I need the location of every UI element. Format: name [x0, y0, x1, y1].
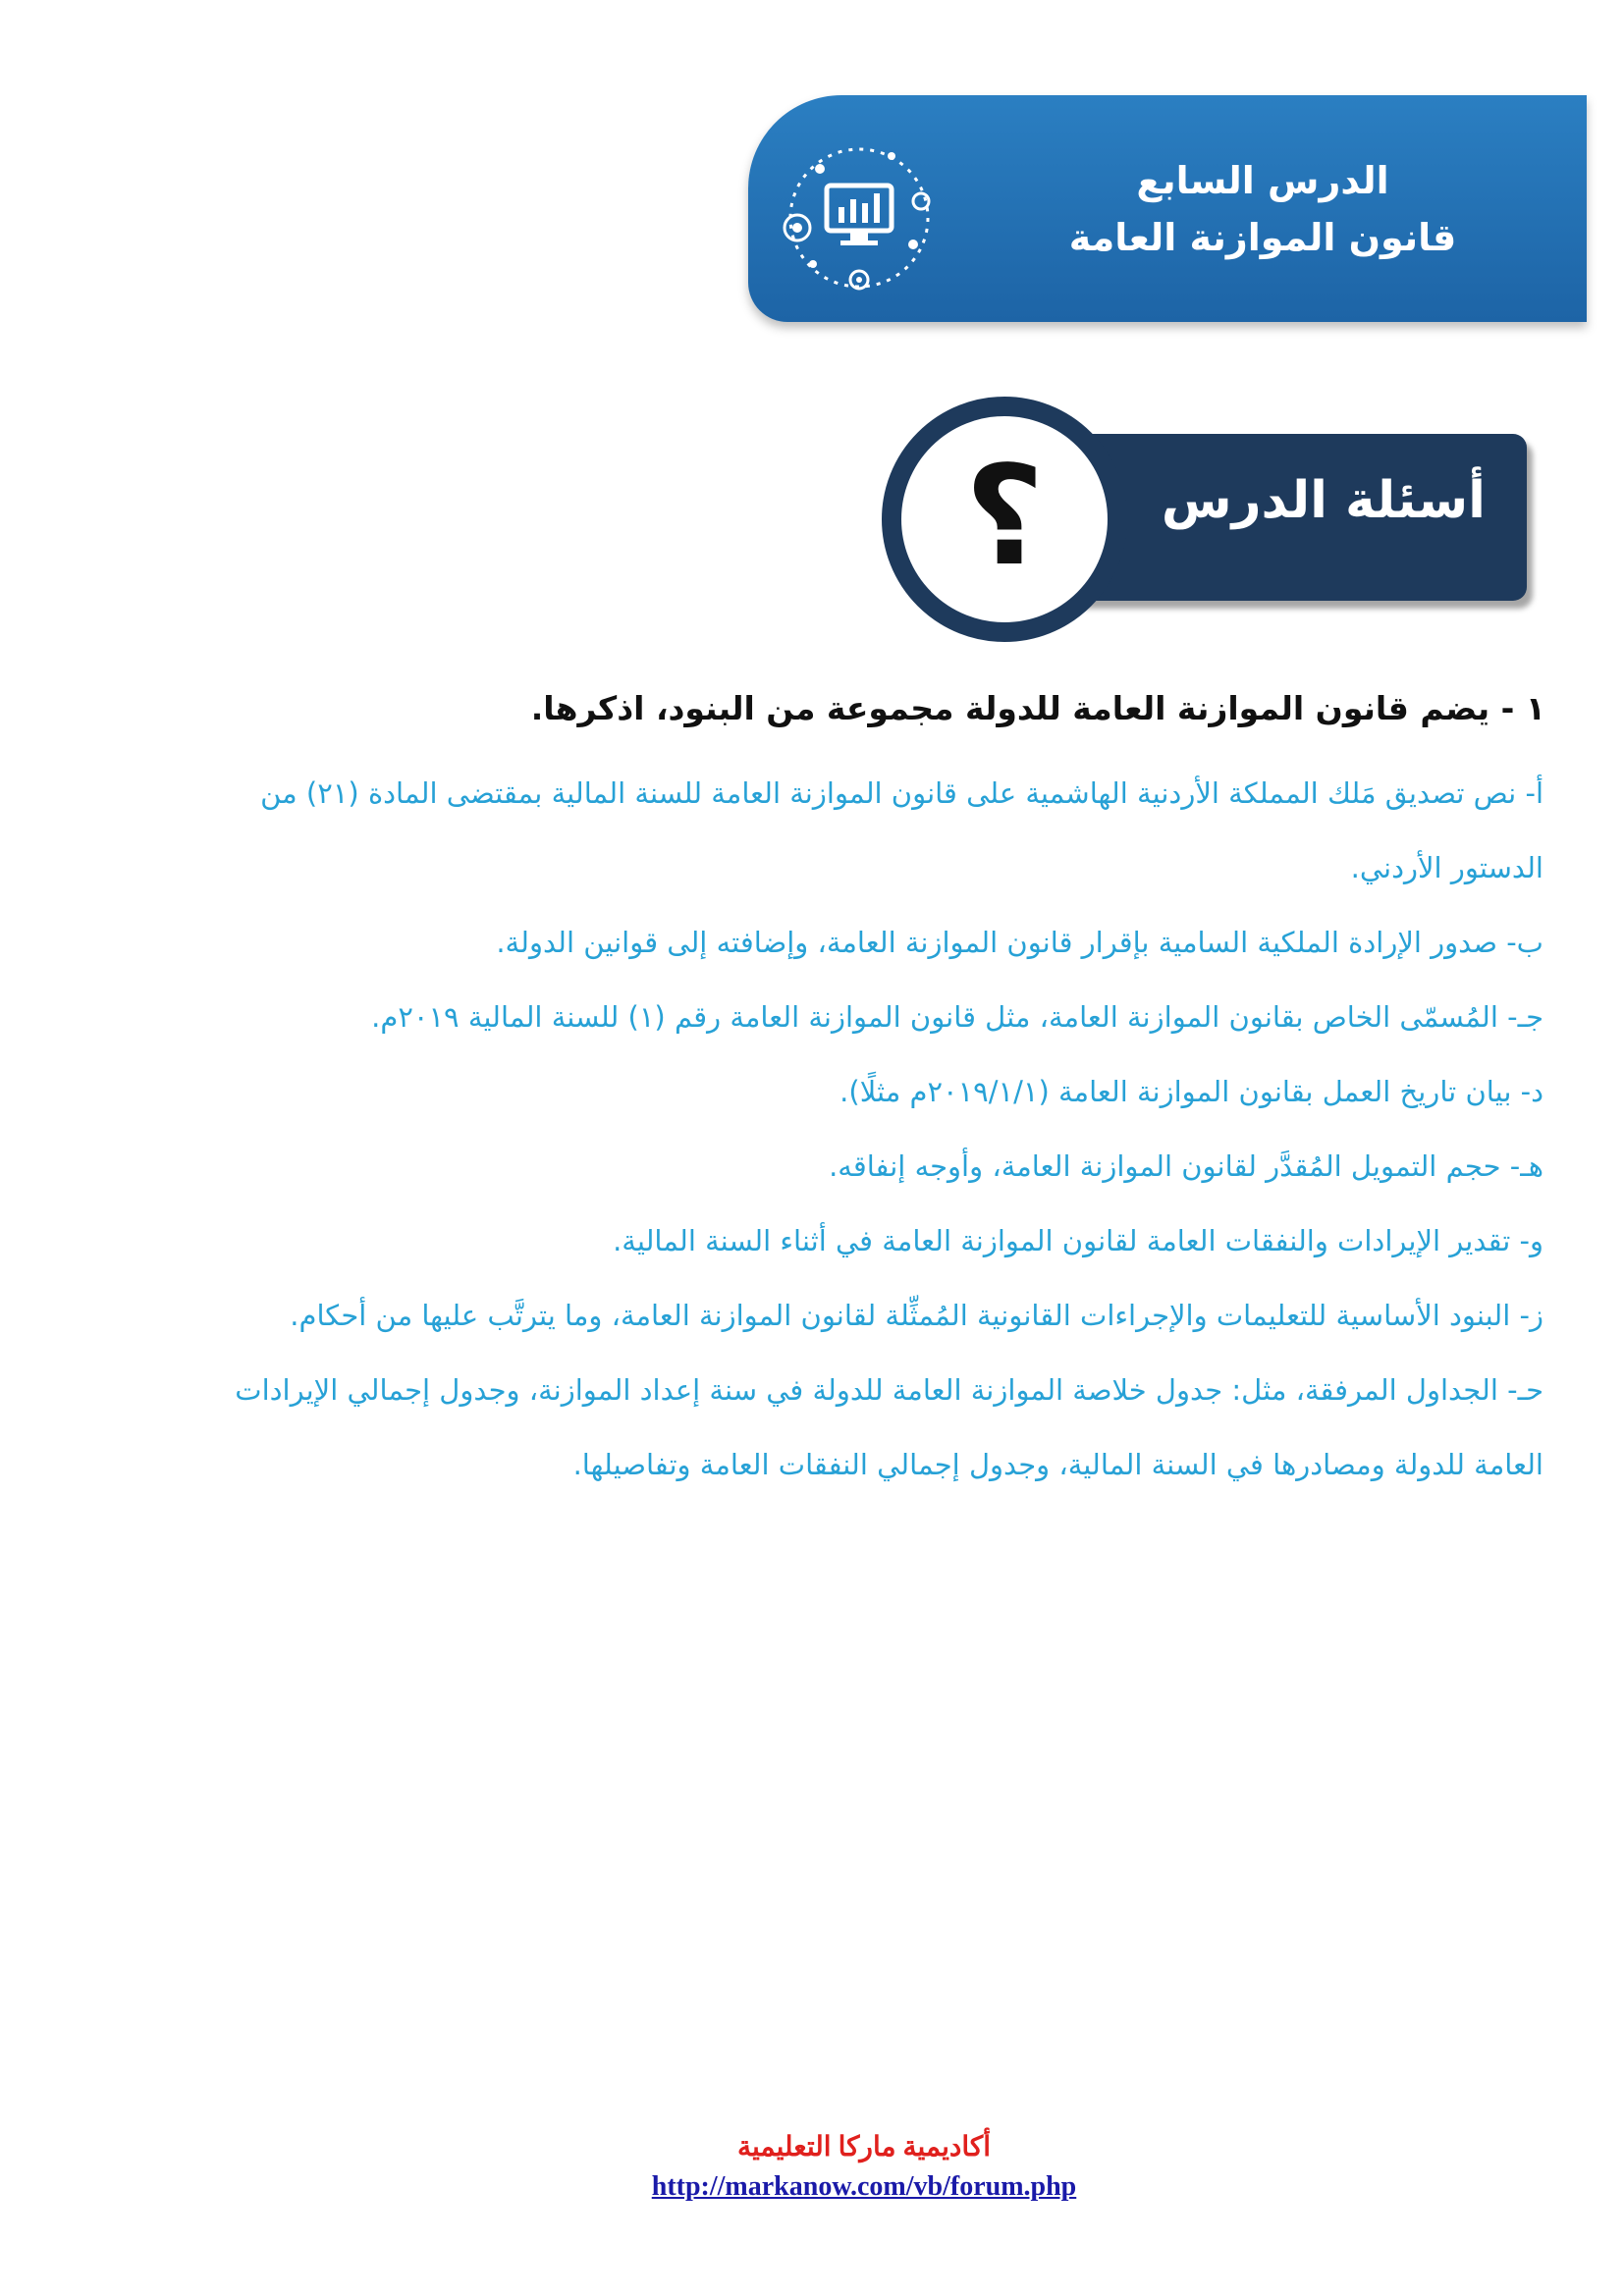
footer [589, 2128, 1139, 2207]
answer-item-c: جـ- المُسمّى الخاص بقانون الموازنة العامة، مثل قانون الموازنة العامة رقم (١) للسنة المالية ٢٠١٩م. [371, 1000, 1543, 1034]
lesson-heading [1056, 152, 1469, 266]
question-mark-icon [882, 397, 1127, 642]
footer-link[interactable]: http://markanow.com/vb/forum.php [651, 2171, 1077, 2202]
lesson-title: قانون الموازنة العامة [1068, 216, 1457, 259]
answer-list [177, 756, 1543, 1502]
answer-item-h: حـ- الجداول المرفقة، مثل: جدول خلاصة الموازنة العامة للدولة في سنة إعداد الموازنة، وجدول إجمالي الإيرادات العامة للدولة ومصادرها في السنة المالية، وجدول إجمالي النفقات العامة وتفاصيلها. [235, 1373, 1543, 1481]
answer-item-a: أ- نص تصديق مَلك المملكة الأردنية الهاشمية على قانون الموازنة العامة للسنة المالية بمقتضى المادة (٢١) من الدستور الأردني. [260, 776, 1543, 884]
question-1: ١ - يضم قانون الموازنة العامة للدولة مجموعة من البنود، اذكرها. [530, 689, 1545, 727]
answer-item-f: و- تقدير الإيرادات والنفقات العامة لقانون الموازنة العامة في أثناء السنة المالية. [613, 1224, 1543, 1257]
answer-item-e: هـ- حجم التمويل المُقدَّر لقانون الموازنة العامة، وأوجه إنفاقه. [829, 1149, 1543, 1183]
questions-header-title: أسئلة الدرس [1161, 471, 1486, 530]
answer-item-g: ز- البنود الأساسية للتعليمات والإجراءات القانونية المُمثِّلة لقانون الموازنة العامة، وما يترتَّب عليها من أحكام. [290, 1299, 1543, 1332]
lesson-label: الدرس السابع [1136, 159, 1389, 202]
question-mark-symbol: ؟ [964, 437, 1045, 597]
footer-academy-name: أكاديمية ماركا التعليمية [736, 2132, 992, 2163]
finance-chart-icon [766, 134, 952, 301]
lesson-banner [748, 95, 1587, 322]
answer-item-d: د- بيان تاريخ العمل بقانون الموازنة العامة (٢٠١٩/١/١م مثلًا). [839, 1075, 1543, 1108]
answer-item-b: ب- صدور الإرادة الملكية السامية بإقرار قانون الموازنة العامة، وإضافته إلى قوانين الدولة. [496, 926, 1543, 959]
